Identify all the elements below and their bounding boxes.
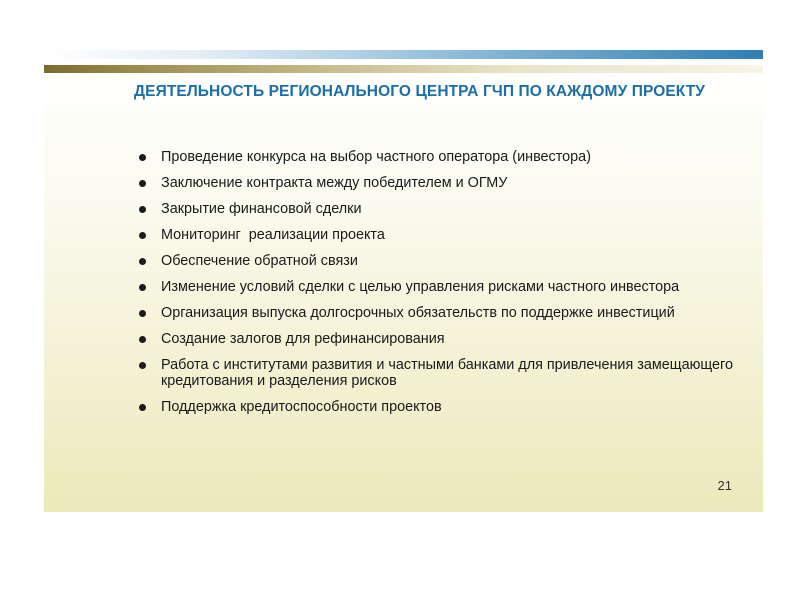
bullet-item xyxy=(139,149,739,165)
bullet-text: Проведение конкурса на выбор частного оператора (инвестора) xyxy=(161,149,591,165)
bullet-text: Работа с институтами развития и частными банками для привлечения замещающего кредитования и разделения рисков xyxy=(161,357,737,389)
bullet-item xyxy=(139,279,739,295)
slide xyxy=(44,50,763,512)
slide-title: ДЕЯТЕЛЬНОСТЬ РЕГИОНАЛЬНОГО ЦЕНТРА ГЧП ПО КАЖДОМУ ПРОЕКТУ xyxy=(134,83,706,100)
bullet-dot-icon xyxy=(139,154,146,161)
bullet-dot-icon xyxy=(139,284,146,291)
bullet-text: Заключение контракта между победителем и ОГМУ xyxy=(161,175,508,191)
page-number: 21 xyxy=(717,478,732,493)
bullet-dot-icon xyxy=(139,362,146,369)
bullet-item xyxy=(139,175,739,191)
bullet-dot-icon xyxy=(139,310,146,317)
bullet-dot-icon xyxy=(139,258,146,265)
bullet-dot-icon xyxy=(139,404,146,411)
bullet-list xyxy=(139,149,739,425)
bullet-text: Обеспечение обратной связи xyxy=(161,253,358,269)
bullet-text: Мониторинг реализации проекта xyxy=(161,227,385,243)
bullet-dot-icon xyxy=(139,232,146,239)
bullet-item xyxy=(139,227,739,243)
bullet-text: Поддержка кредитоспособности проектов xyxy=(161,399,442,415)
bullet-text: Закрытие финансовой сделки xyxy=(161,201,362,217)
bullet-item xyxy=(139,357,739,389)
gold-gradient-bar xyxy=(44,65,763,73)
bullet-text: Изменение условий сделки с целью управления рисками частного инвестора xyxy=(161,279,680,295)
bullet-dot-icon xyxy=(139,180,146,187)
bullet-item xyxy=(139,201,739,217)
bullet-text: Создание залогов для рефинансирования xyxy=(161,331,445,347)
bullet-dot-icon xyxy=(139,206,146,213)
bullet-dot-icon xyxy=(139,336,146,343)
top-blue-gradient-bar xyxy=(44,50,763,59)
bullet-item xyxy=(139,305,739,321)
bullet-item xyxy=(139,331,739,347)
bullet-item xyxy=(139,399,739,415)
bullet-text: Организация выпуска долгосрочных обязательств по поддержке инвестиций xyxy=(161,305,675,321)
bullet-item xyxy=(139,253,739,269)
